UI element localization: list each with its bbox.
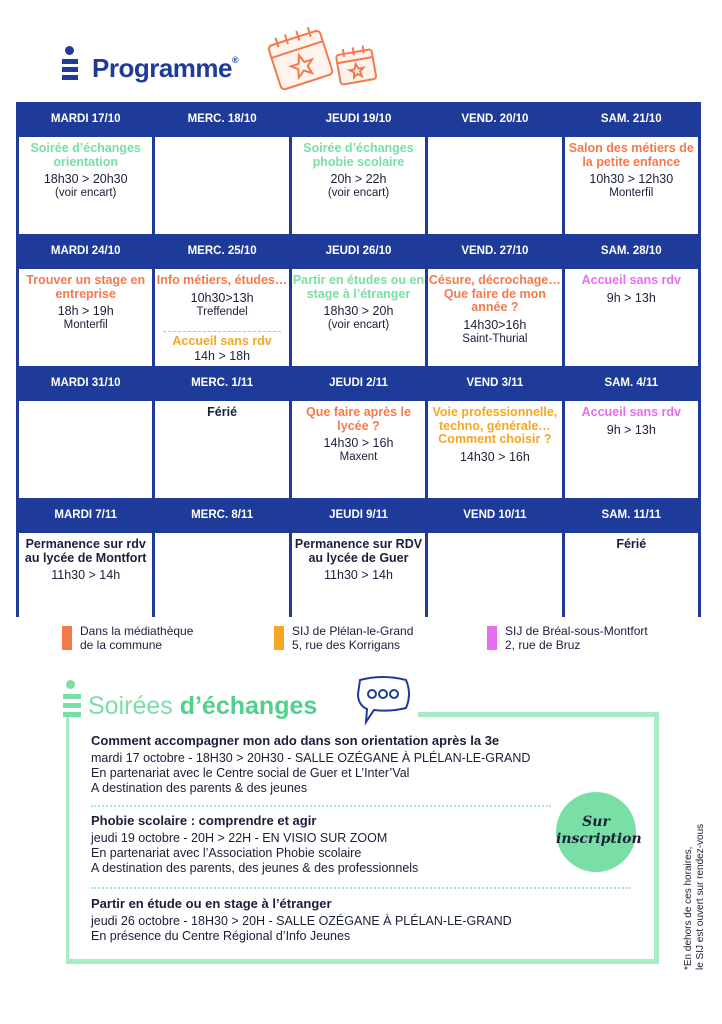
legend-swatch	[62, 626, 72, 650]
event-time: 11h30 > 14h	[324, 568, 393, 582]
second-event	[155, 335, 288, 363]
side-note: *En dehors de ces horaires, le SIJ est ouvert sur rendez-vous	[683, 823, 706, 970]
event-time: 10h30 > 12h30	[589, 172, 674, 186]
event-title: Férié	[207, 405, 238, 419]
event-place: Saint-Thurial	[462, 332, 528, 345]
day-header: VEND. 27/10	[428, 237, 561, 266]
speech-bubble-icon	[350, 672, 416, 728]
event-title: Info métiers, études…	[156, 273, 288, 287]
soiree-event-orientation	[91, 733, 631, 796]
inscription-badge: Sur inscription	[556, 792, 636, 872]
day-cell	[428, 137, 561, 234]
soiree-event-line: mardi 17 octobre - 18H30 > 20H30 - SALLE OZÉGANE À PLÉLAN-LE-GRAND	[91, 751, 531, 765]
day-cell	[565, 401, 698, 498]
programme-logo-icon	[62, 46, 78, 80]
calendar-table	[16, 102, 701, 617]
day-cell	[19, 533, 152, 630]
day-header: JEUDI 9/11	[292, 501, 425, 530]
day-cell	[292, 533, 425, 630]
legend-item-sij-plelan	[274, 624, 413, 652]
event-time: 14h30>16h	[463, 317, 527, 332]
event-place: (voir encart)	[327, 319, 390, 331]
soirees-frame-top	[418, 712, 659, 717]
event-time: 18h > 19h	[57, 304, 114, 318]
legend-line: de la commune	[80, 638, 163, 652]
event-title: Césure, décrochage… Que faire de mon année ?	[428, 273, 561, 314]
event-time: 9h > 13h	[606, 290, 656, 305]
day-header: SAM. 11/11	[565, 501, 698, 530]
day-cell	[19, 269, 152, 366]
day-header: MARDI 7/11	[19, 501, 152, 530]
day-cell	[428, 269, 561, 366]
soiree-event-line: En partenariat avec le Centre social de Guer et L’Inter’Val	[91, 766, 410, 780]
event-title: Accueil sans rdv	[581, 273, 681, 287]
soiree-event-phobie	[91, 813, 631, 876]
day-cell	[428, 533, 561, 630]
event-place: Treffendel	[196, 305, 248, 318]
legend-swatch	[487, 626, 497, 650]
soiree-divider	[91, 887, 631, 889]
event-title: Que faire après le lycée ?	[306, 405, 411, 433]
day-cell	[292, 401, 425, 498]
day-header: VEND 3/11	[428, 369, 561, 398]
day-header: VEND. 20/10	[428, 105, 561, 134]
legend-line: SIJ de Plélan-le-Grand	[292, 624, 414, 638]
event-time: 18h30 > 20h30	[43, 172, 128, 186]
programme-title: Programme®	[92, 53, 239, 83]
event-time: 10h30>13h	[190, 290, 254, 305]
day-cell	[565, 533, 698, 630]
day-header: VEND 10/11	[428, 501, 561, 530]
event-title: Férié	[616, 537, 647, 551]
calendar-grid	[19, 105, 698, 630]
legend-line: 2, rue de Bruz	[505, 638, 581, 652]
event-title: Permanence sur rdv au lycée de Montfort	[24, 537, 147, 565]
day-header: MARDI 31/10	[19, 369, 152, 398]
event-place: (voir encart)	[55, 187, 117, 199]
day-header: SAM. 21/10	[565, 105, 698, 134]
soiree-event-line: En partenariat avec l’Association Phobie scolaire	[91, 846, 362, 860]
cell-divider	[163, 331, 280, 332]
soiree-event-title: Phobie scolaire : comprendre et agir	[91, 813, 317, 828]
soiree-event-line: A destination des parents & des jeunes	[91, 781, 308, 795]
event-time: 9h > 13h	[606, 422, 656, 437]
event-title: Salon des métiers de la petite enfance	[568, 141, 694, 169]
day-cell	[565, 269, 698, 366]
day-cell	[19, 137, 152, 234]
calendar-icon	[264, 16, 384, 96]
event-time: 14h30 > 16h	[459, 449, 530, 464]
day-cell	[19, 401, 152, 498]
event-title: Partir en études ou en stage à l’étranger	[292, 273, 425, 301]
event-title: Permanence sur RDV au lycée de Guer	[294, 537, 423, 565]
day-header: MERC. 25/10	[155, 237, 288, 266]
soirees-logo-icon	[63, 680, 81, 718]
soiree-event-line: jeudi 26 octobre - 18H30 > 20H - SALLE OZÉGANE À PLÉLAN-LE-GRAND	[91, 914, 512, 928]
day-header: MARDI 24/10	[19, 237, 152, 266]
soiree-event-title: Partir en étude ou en stage à l’étranger	[91, 896, 332, 911]
day-header: JEUDI 26/10	[292, 237, 425, 266]
day-cell	[292, 269, 425, 366]
event-title: Accueil sans rdv	[581, 405, 681, 419]
event-time: 14h30 > 16h	[323, 436, 394, 450]
soirees-title: Soirées d’échanges	[88, 692, 318, 720]
event-place: Monterfil	[609, 187, 654, 199]
event-time: 18h30 > 20h	[323, 304, 394, 318]
legend-item-sij-breal	[487, 624, 648, 652]
event-place: Monterfil	[63, 319, 108, 331]
soiree-event-title: Comment accompagner mon ado dans son orientation après la 3e	[91, 733, 500, 748]
event-title: Accueil sans rdv	[172, 334, 272, 348]
day-cell	[292, 137, 425, 234]
day-cell	[155, 269, 288, 366]
day-header: MARDI 17/10	[19, 105, 152, 134]
soiree-event-line: En présence du Centre Régional d’Info Jeunes	[91, 929, 351, 943]
legend-item-mediatheque	[62, 624, 193, 652]
day-header: MERC. 1/11	[155, 369, 288, 398]
day-header: SAM. 4/11	[565, 369, 698, 398]
day-cell	[155, 137, 288, 234]
soiree-event-line: A destination des parents, des jeunes & des professionnels	[91, 861, 419, 875]
event-time: 20h > 22h	[330, 172, 387, 186]
event-place: (voir encart)	[327, 187, 390, 199]
day-header: JEUDI 2/11	[292, 369, 425, 398]
soiree-event-etranger	[91, 896, 631, 944]
day-header: JEUDI 19/10	[292, 105, 425, 134]
event-title: Trouver un stage en entreprise	[26, 273, 146, 301]
event-place: Maxent	[339, 451, 378, 463]
soiree-event-line: jeudi 19 octobre - 20H > 22H - EN VISIO SUR ZOOM	[91, 831, 388, 845]
day-header: MERC. 8/11	[155, 501, 288, 530]
day-header: SAM. 28/10	[565, 237, 698, 266]
event-title: Soirée d’échanges orientation	[30, 141, 141, 169]
event-title: Voie professionnelle, techno, générale… Comment choisir ?	[432, 405, 558, 446]
legend-line: SIJ de Bréal-sous-Montfort	[505, 624, 648, 638]
legend-swatch	[274, 626, 284, 650]
day-cell	[155, 401, 288, 498]
legend-line: Dans la médiathèque	[80, 624, 194, 638]
legend-line: 5, rue des Korrigans	[292, 638, 401, 652]
event-title: Soirée d’échanges phobie scolaire	[303, 141, 414, 169]
soiree-divider	[91, 805, 551, 807]
day-cell	[155, 533, 288, 630]
day-cell	[428, 401, 561, 498]
day-cell	[565, 137, 698, 234]
event-time: 11h30 > 14h	[51, 568, 121, 582]
event-time: 14h > 18h	[194, 348, 251, 363]
day-header: MERC. 18/10	[155, 105, 288, 134]
